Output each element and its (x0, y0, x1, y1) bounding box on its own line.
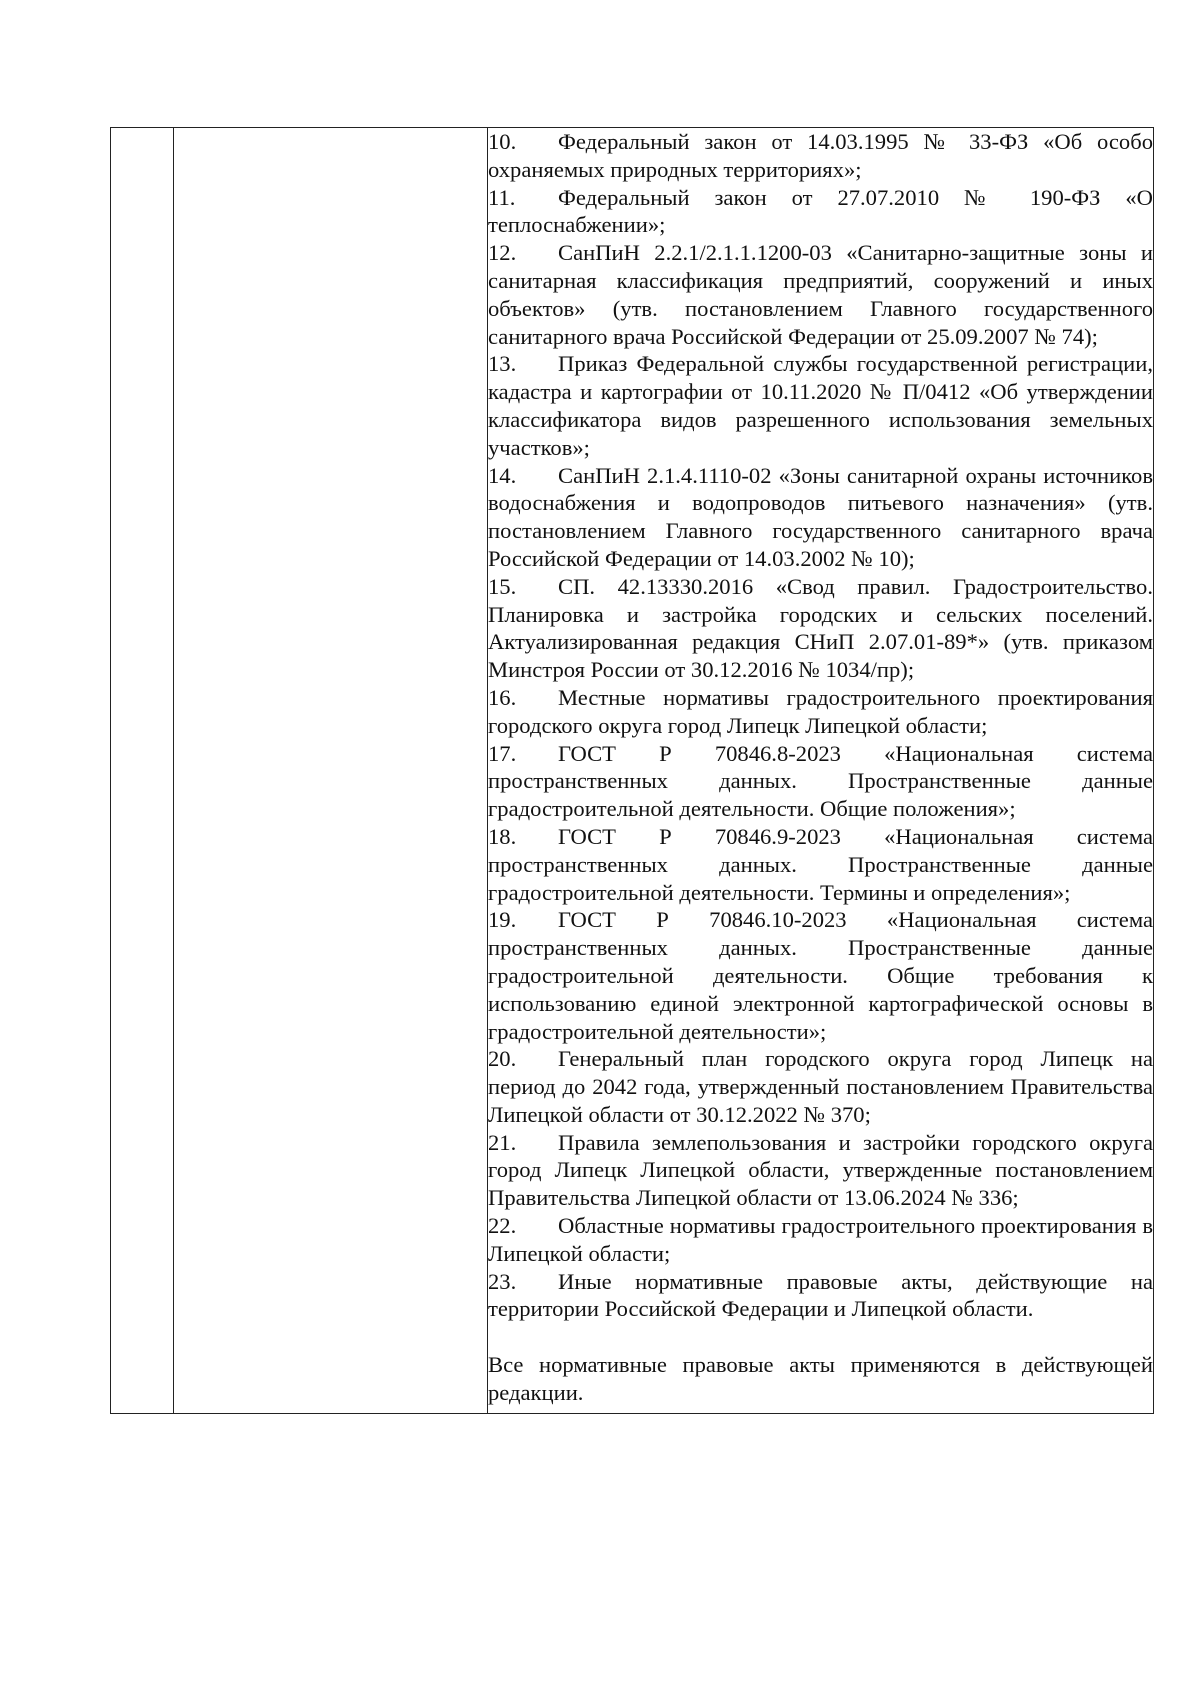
list-item-text: СП. 42.13330.2016 «Свод правил. Градостроительство. Планировка и застройка городских и сельских поселений. Актуализированная редакция СНиП 2.07.01-89*» (утв. приказом Минстроя России от 30.12.2016 № 1034/пр); (488, 573, 1153, 683)
list-item (488, 823, 1153, 906)
list-item-text: ГОСТ Р 70846.9-2023 «Национальная система пространственных данных. Пространственные данные градостроительной деятельности. Термины и определения»; (488, 823, 1153, 905)
list-item (488, 239, 1153, 350)
closing-note: Все нормативные правовые акты применяются в действующей редакции. (488, 1352, 1153, 1405)
list-item (488, 573, 1153, 684)
list-item (488, 1268, 1153, 1324)
list-item-number: 13. (488, 351, 517, 377)
list-item-number: 23. (488, 1268, 517, 1294)
list-item-number: 22. (488, 1213, 517, 1239)
list-item-number: 14. (488, 462, 517, 488)
list-item-text: Иные нормативные правовые акты, действующие на территории Российской Федерации и Липецкой области. (488, 1268, 1153, 1322)
list-item-number: 20. (488, 1046, 517, 1072)
list-item-text: Генеральный план городского округа город Липецк на период до 2042 года, утвержденный постановлением Правительства Липецкой области от 30.12.2022 № 370; (488, 1046, 1153, 1127)
list-item-text: Правила землепользования и застройки городского округа город Липецк Липецкой области, утвержденные постановлением Правительства Липецкой области от 13.06.2024 № 336; (488, 1129, 1153, 1211)
table-row (111, 128, 1154, 1414)
list-item-number: 18. (488, 823, 517, 849)
list-item (488, 1129, 1153, 1212)
list-item (488, 128, 1153, 184)
list-item-number: 10. (488, 129, 517, 154)
list-item-number: 12. (488, 240, 517, 266)
list-item-number: 15. (488, 573, 517, 599)
list-item-text: Областные нормативы градостроительного проектирования в Липецкой области; (488, 1213, 1153, 1266)
list-item (488, 184, 1153, 240)
list-item (488, 1212, 1153, 1268)
list-item (488, 906, 1153, 1045)
list-item-number: 21. (488, 1129, 517, 1155)
list-item-text: ГОСТ Р 70846.10-2023 «Национальная система пространственных данных. Пространственные данные градостроительной деятельности. Общие требования к использованию единой электронной картографической основы в градостроительной деятельности»; (488, 907, 1153, 1044)
list-item (488, 462, 1153, 573)
regulations-table (110, 127, 1154, 1414)
list-item-text: Местные нормативы градостроительного проектирования городского округа город Липецк Липецкой области; (488, 684, 1153, 738)
paragraph-spacer (488, 1323, 1153, 1351)
list-item-text: Федеральный закон от 14.03.1995 № 33-ФЗ «Об особо охраняемых природных территориях»; (488, 129, 1153, 182)
regulations-list (488, 128, 1153, 1413)
table-cell-number (111, 128, 174, 1414)
list-item (488, 350, 1153, 461)
list-item-text: СанПиН 2.2.1/2.1.1.1200-03 «Санитарно-защитные зоны и санитарная классификация предприятий, сооружений и иных объектов» (утв. постановлением Главного государственного санитарного врача Российской Федерации от 25.09.2007 № 74); (488, 240, 1153, 349)
table-cell-content (488, 128, 1154, 1414)
list-item-number: 16. (488, 684, 517, 710)
list-item (488, 740, 1153, 823)
list-item-text: СанПиН 2.1.4.1110-02 «Зоны санитарной охраны источников водоснабжения и водопроводов питьевого назначения» (утв. постановлением Главного государственного санитарного врача Российской Федерации от 14.03.2002 № 10); (488, 462, 1153, 571)
list-item-number: 11. (488, 184, 516, 210)
list-item (488, 684, 1153, 740)
list-item (488, 1045, 1153, 1128)
list-item-number: 17. (488, 740, 517, 766)
list-item-text: Федеральный закон от 27.07.2010 № 190-ФЗ «О теплоснабжении»; (488, 184, 1153, 238)
list-item-number: 19. (488, 907, 517, 933)
list-item-text: Приказ Федеральной службы государственной регистрации, кадастра и картографии от 10.11.2020 № П/0412 «Об утверждении классификатора видов разрешенного использования земельных участков»; (488, 351, 1153, 460)
table-cell-title (174, 128, 488, 1414)
list-item-text: ГОСТ Р 70846.8-2023 «Национальная система пространственных данных. Пространственные данные градостроительной деятельности. Общие положения»; (488, 740, 1153, 822)
